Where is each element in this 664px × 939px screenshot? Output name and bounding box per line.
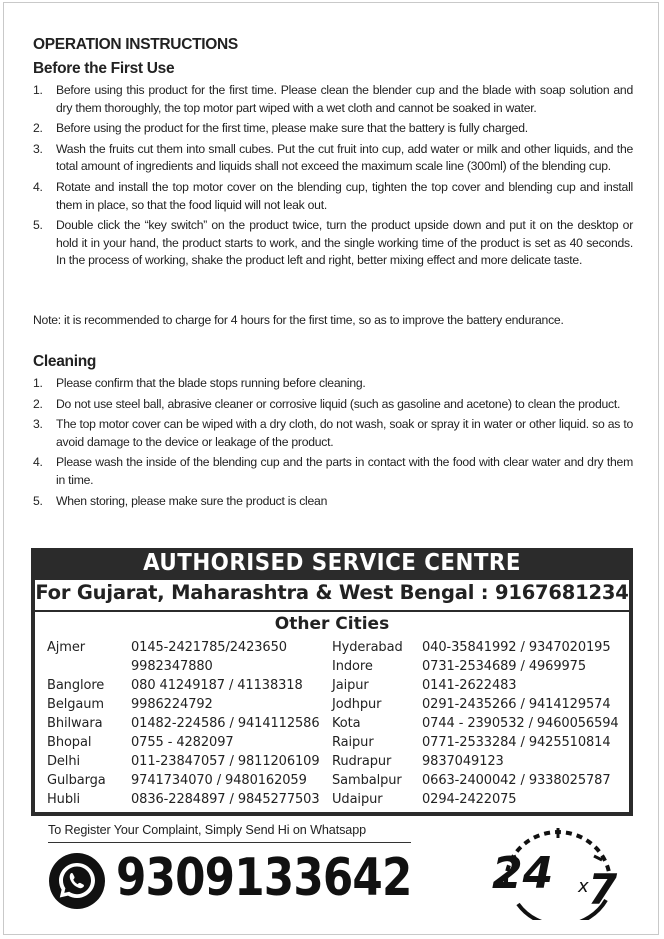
list-item: 1. Before using this product for the first time. Please clean the blender cup and the blade with soap solution and dry them thoroughly, the top motor part wiped with a wet cloth and cannot be soaked in water. [33,83,633,115]
city-row [47,733,337,752]
city-name: Delhi [47,754,80,769]
city-name: Bhopal [47,735,92,750]
city-name: Ajmer [47,640,86,655]
city-row [47,752,337,771]
city-row [47,714,337,733]
city-phone: 01482-224586 / 9414112586 [131,716,320,731]
city-row [47,657,337,676]
list-item: 1. Please confirm that the blade stops running before cleaning. [33,376,366,390]
cities-left-column [47,638,337,809]
city-row [332,638,627,657]
badge-24: 24 [492,848,554,899]
city-name: Banglore [47,678,105,693]
list-item: 2. Before using the product for the first time, please make sure that the battery is fully charged. [33,121,528,136]
region-phone: For Gujarat, Maharashtra & West Bengal : 9167681234 [35,581,629,604]
city-name: Indore [332,659,373,674]
svg-text:x: x [578,876,589,897]
city-phone: 0294-2422075 [422,792,517,807]
operation-title: OPERATION INSTRUCTIONS [33,36,238,53]
city-row [332,676,627,695]
service-centre-body [35,580,629,812]
city-phone: 080 41249187 / 41138318 [131,678,303,693]
city-phone: 040-35841992 / 9347020195 [422,640,611,655]
city-name: Udaipur [332,792,383,807]
city-phone: 9741734070 / 9480162059 [131,773,307,788]
city-phone: 0731-2534689 / 4969975 [422,659,587,674]
city-name: Bhilwara [47,716,103,731]
city-phone: 0771-2533284 / 9425510814 [422,735,611,750]
city-phone: 011-23847057 / 9811206109 [131,754,320,769]
divider [35,610,629,612]
service-centre-title: AUTHORISED SERVICE CENTRE [143,550,521,576]
city-row [47,638,337,657]
city-phone: 0744 - 2390532 / 9460056594 [422,716,619,731]
city-row [332,695,627,714]
list-item: 5. When storing, please make sure the product is clean [33,493,328,508]
cities-right-column [332,638,627,809]
city-row [332,771,627,790]
city-name: Rudrapur [332,754,392,769]
city-name: Hubli [47,792,80,807]
city-phone: 0755 - 4282097 [131,735,234,750]
city-row [47,695,337,714]
list-item: 4. Rotate and install the top motor cover on the blending cup, tighten the top cover and blending cup and install them in place, so that the food liquid will not leak out. [33,179,633,212]
city-name: Sambalpur [332,773,402,788]
city-phone: 9837049123 [422,754,504,769]
city-name: Gulbarga [47,773,106,788]
city-phone: 9982347880 [131,659,213,674]
city-name: Kota [332,716,361,731]
24x7-icon [478,808,638,920]
list-item: 3. The top motor cover can be wiped with a dry cloth, do not wash, soak or spray it in water or other liquid. so as to avoid damage to the device or leakage of the product. [33,417,633,449]
list-item: 4. Please wash the inside of the blending cup and the parts in contact with the food with clear water and dry them in time. [33,455,633,487]
first-use-subtitle: Before the First Use [33,60,175,77]
list-item: 5. Double click the “key switch” on the product twice, turn the product upside down and put it on the desktop or hold it in your hand, the product starts to work, and the single working time of the product is set as 40 seconds. In the process of working, shake the product left and right, better mixing effect and more delicate taste. [33,218,633,268]
cleaning-list [33,375,633,513]
city-name: Hyderabad [332,640,403,655]
whatsapp-number: 9309133642 [116,848,412,908]
city-name: Raipur [332,735,374,750]
city-row [47,790,337,809]
city-name: Jodhpur [332,697,382,712]
city-name: Belgaum [47,697,104,712]
city-row [332,714,627,733]
first-use-list [33,82,633,273]
city-row [332,790,627,809]
service-centre-box [31,548,633,816]
city-row [332,733,627,752]
list-item: 2. Do not use steel ball, abrasive cleaner or corrosive liquid (such as gasoline and acetone) to clean the product. [33,396,621,411]
city-row [47,676,337,695]
city-phone: 0836-2284897 / 9845277503 [131,792,320,807]
list-item: 3. Wash the fruits cut them into small cubes. Put the cut fruit into cup, add water or milk and other liquids, and the total amount of ingredients and liquids shall not exceed the maximum scale line (300ml) of the blending cup. [33,141,633,174]
city-row [332,752,627,771]
city-row [47,771,337,790]
battery-note: Note: it is recommended to charge for 4 hours for the first time, so as to improve the battery endurance. [33,313,564,327]
city-name: Jaipur [332,678,369,693]
badge-7: 7 [588,865,618,914]
city-phone: 0663-2400042 / 9338025787 [422,773,611,788]
other-cities-title: Other Cities [274,614,390,634]
city-phone: 0141-2622483 [422,678,517,693]
cleaning-title: Cleaning [33,353,97,370]
city-phone: 9986224792 [131,697,213,712]
whatsapp-icon [48,852,106,910]
register-complaint-text: To Register Your Complaint, Simply Send Hi on Whatsapp [48,823,411,843]
city-row [332,657,627,676]
city-phone: 0291-2435266 / 9414129574 [422,697,611,712]
city-phone: 0145-2421785/2423650 [131,640,287,655]
